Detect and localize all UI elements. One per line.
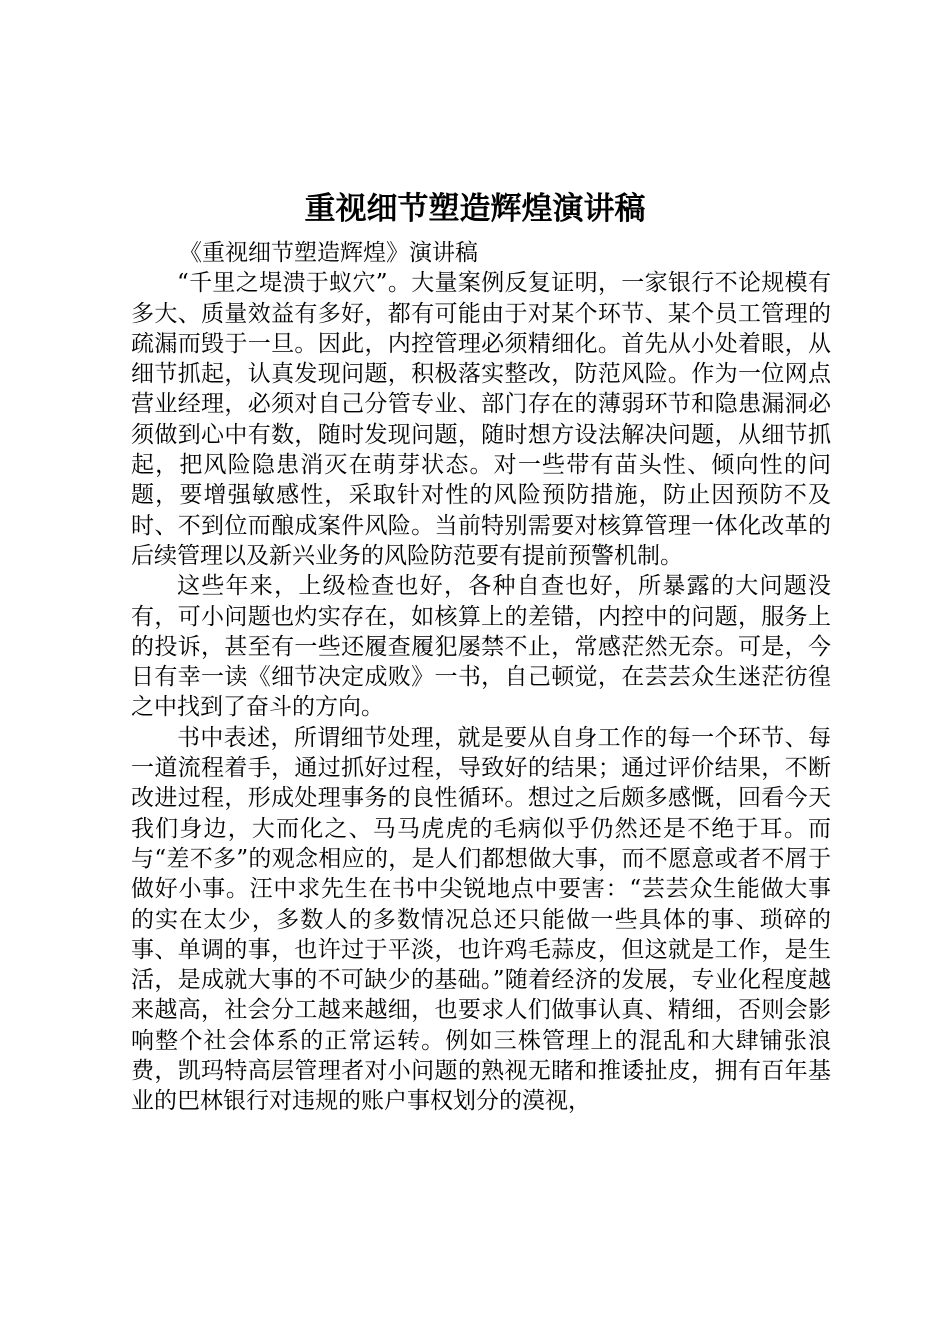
document-body (131, 238, 831, 1117)
document-title: 重视细节塑造辉煌演讲稿 (304, 191, 646, 227)
paragraph-1: “千里之堤溃于蚁穴”。大量案例反复证明，一家银行不论规模有多大、质量效益有多好，都有可能由于对某个环节、某个员工管理的疏漏而毁于一旦。因此，内控管理必须精细化。首先从小处着眼，从细节抓起，认真发现问题，积极落实整改，防范风险。作为一位网点营业经理，必须对自己分管专业、部门存在的薄弱环节和隐患漏洞必须做到心中有数，随时发现问题，随时想方设法解决问题，从细节抓起，把风险隐患消灭在萌芽状态。对一些带有苗头性、倾向性的问题，要增强敏感性，采取针对性的风险预防措施，防止因预防不及时、不到位而酿成案件风险。当前特别需要对核算管理一体化改革的后续管理以及新兴业务的风险防范要有提前预警机制。 (131, 270, 831, 569)
paragraph-3: 书中表述，所谓细节处理，就是要从自身工作的每一个环节、每一道流程着手，通过抓好过程，导致好的结果；通过评价结果，不断改进过程，形成处理事务的良性循环。想过之后颇多感慨，回看今天我们身边，大而化之、马马虎虎的毛病似乎仍然还是不绝于耳。而与“差不多”的观念相应的，是人们都想做大事，而不愿意或者不屑于做好小事。汪中求先生在书中尖锐地点中要害：“芸芸众生能做大事的实在太少，多数人的多数情况总还只能做一些具体的事、琐碎的事、单调的事，也许过于平淡，也许鸡毛蒜皮，但这就是工作，是生活，是成就大事的不可缺少的基础。”随着经济的发展，专业化程度越来越高，社会分工越来越细，也要求人们做事认真、精细，否则会影响整个社会体系的正常运转。例如三株管理上的混乱和大肆铺张浪费，凯玛特高层管理者对小问题的熟视无睹和推诿扯皮，拥有百年基业的巴林银行对违规的账户事权划分的漠视， (131, 724, 831, 1115)
paragraph-2: 这些年来，上级检查也好，各种自查也好，所暴露的大问题没有，可小问题也灼实存在，如核算上的差错，内控中的问题，服务上的投诉，甚至有一些还履查履犯屡禁不止，常感茫然无奈。可是，今日有幸一读《细节决定成败》一书，自己顿觉，在芸芸众生迷茫彷徨之中找到了奋斗的方向。 (131, 573, 831, 721)
document-subtitle: 《重视细节塑造辉煌》演讲稿 (179, 240, 478, 266)
